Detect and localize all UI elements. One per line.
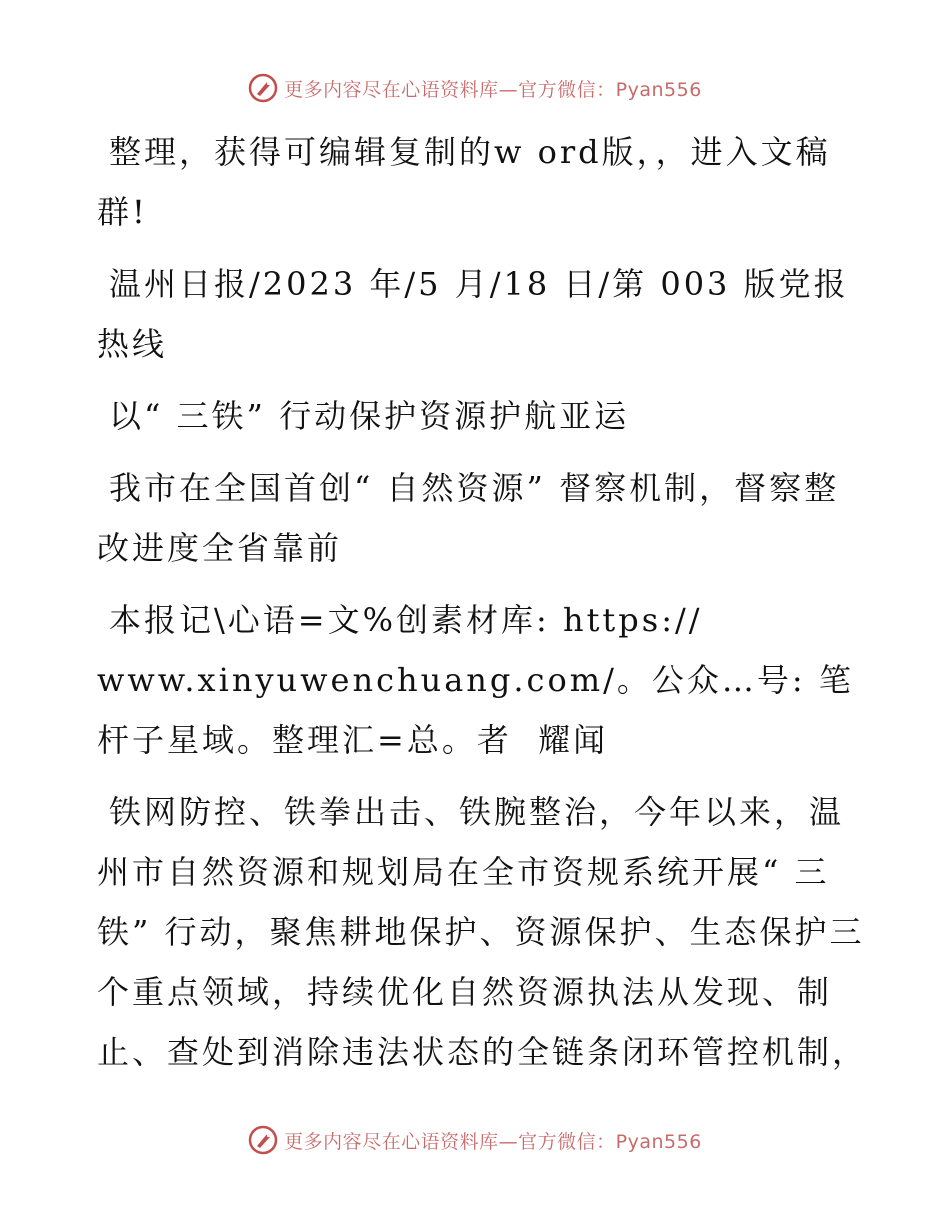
header-banner bbox=[0, 68, 950, 108]
footer-banner bbox=[0, 1120, 950, 1160]
article-title: 以“ 三铁” 行动保护资源护航亚运 bbox=[109, 397, 630, 435]
document-body bbox=[97, 122, 867, 1094]
header-banner-text: 更多内容尽在心语资料库—官方微信：Pyan556 bbox=[284, 78, 702, 101]
pen-nib-logo-icon bbox=[248, 73, 278, 103]
pen-nib-logo-icon bbox=[248, 1125, 278, 1155]
article-body-paragraph: 铁网防控、铁拳出击、铁腕整治，今年以来，温州市自然资源和规划局在全市资规系统开展“ 三铁” 行动，聚焦耕地保护、资源保护、生态保护三个重点领域，持续优化自然资源执法从发现、制止、查处到消除违法状态的全链条闭环管控机制， bbox=[97, 793, 868, 1071]
paragraph-source: 温州日报/2023 年/5 月/18 日/第 003 版党报热线 bbox=[97, 265, 849, 363]
article-subtitle: 我市在全国首创“ 自然资源” 督察机制，督察整改进度全省靠前 bbox=[97, 469, 840, 567]
footer-banner-text: 更多内容尽在心语资料库—官方微信：Pyan556 bbox=[284, 1130, 702, 1153]
paragraph-intro: 整理，获得可编辑复制的w ord版，，进入文稿群! bbox=[97, 133, 831, 231]
article-byline: 本报记\心语=文%创素材库: https:// www.xinyuwenchuang.com/。公众…号: 笔杆子星域。整理汇=总。者 耀闻 bbox=[97, 601, 854, 759]
